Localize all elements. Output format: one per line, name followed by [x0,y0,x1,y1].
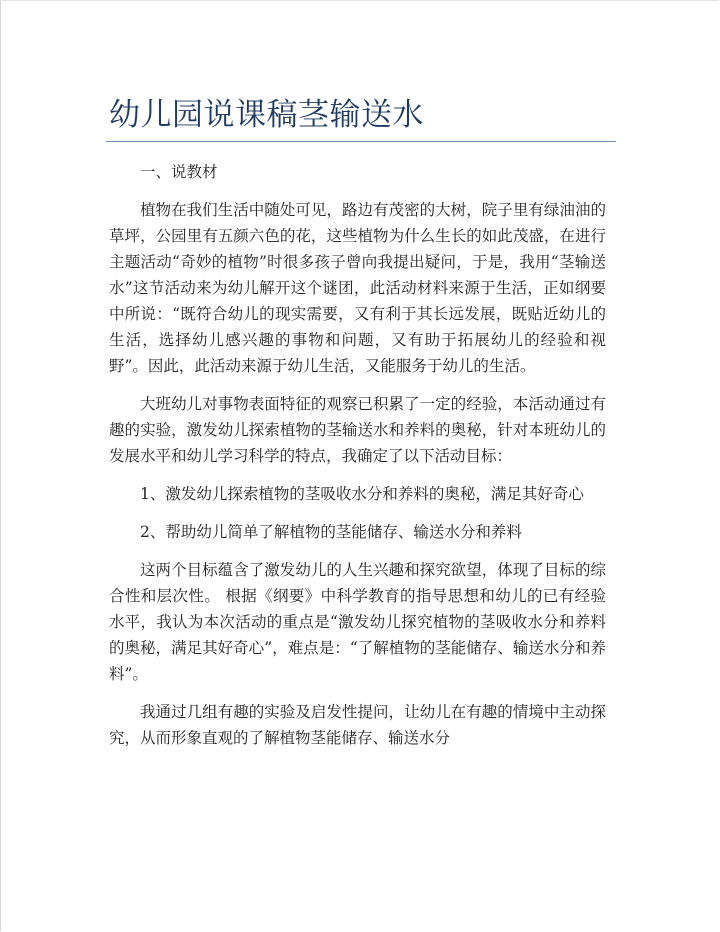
paragraph: 植物在我们生活中随处可见，路边有茂密的大树，院子里有绿油油的草坪，公园里有五颜六色的花，这些植物为什么生长的如此茂盛，在进行主题活动“奇妙的植物”时很多孩子曾向我提出疑问，于是，我用“茎输送水”这节活动来为幼儿解开这个谜团，此活动材料来源于生活，正如纲要中所说：“既符合幼儿的现实需要，又有利于其长远发展，既贴近幼儿的生活，选择幼儿感兴趣的事物和问题，又有助于拓展幼儿的经验和视野”。因此，此活动来源于幼儿生活，又能服务于幼儿的生活。 [109,201,606,375]
document-title: 幼儿园说课稿茎输送水 [109,97,424,133]
goal-item-1: 1、激发幼儿探索植物的茎吸收水分和养料的奥秘，满足其好奇心 [140,485,584,503]
paragraph: 我通过几组有趣的实验及启发性提问，让幼儿在有趣的情境中主动探究，从而形象直观的了解植物茎能储存、输送水分 [109,703,606,747]
title-underline [106,141,616,142]
document-body [109,159,606,763]
paragraph: 大班幼儿对事物表面特征的观察已积累了一定的经验，本活动通过有趣的实验，激发幼儿探索植物的茎输送水和养料的奥秘，针对本班幼儿的发展水平和幼儿学习科学的特点，我确定了以下活动目标： [109,395,606,465]
paragraph: 这两个目标蕴含了激发幼儿的人生兴趣和探究欲望，体现了目标的综合性和层次性。 根据《纲要》中科学教育的指导思想和幼儿的已有经验水平，我认为本次活动的重点是“激发幼儿探究植物的茎吸收水分和养料的奥秘，满足其好奇心”，难点是：“了解植物的茎能储存、输送水分和养料”。 [109,561,606,683]
section-heading: 一、说教材 [140,163,218,181]
goal-item-2: 2、帮助幼儿简单了解植物的茎能储存、输送水分和养料 [140,523,522,541]
